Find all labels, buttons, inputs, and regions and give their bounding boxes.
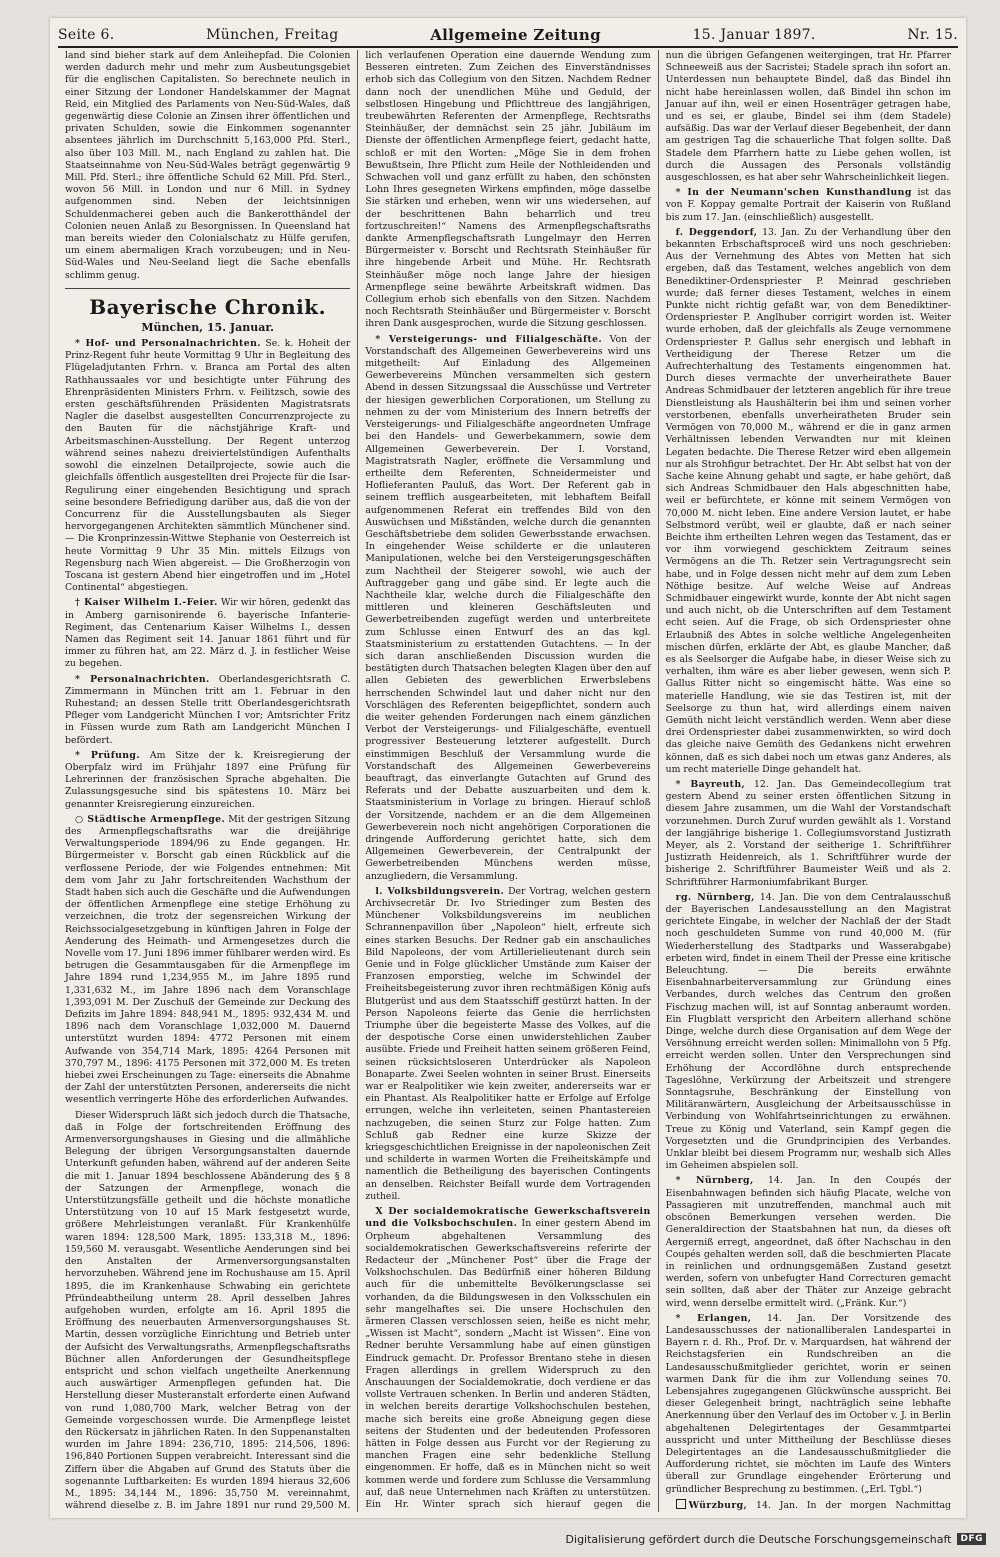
- article-deggendorf: [666, 227, 951, 776]
- column-3: [658, 50, 958, 1512]
- article-heading: l. Volksbildungsverein.: [375, 885, 505, 897]
- article-body: 14. Jan. Die von dem Centralausschuß der Bayerischen Landesausstellung an den Magistrat gerichtete Eingabe, in welcher der Nachlaß der der Stadt noch geschuldeten Summe von rund 40,000 M. (für Wiederherstellung des Stadtparks und Wasserabgabe) erbeten wird, findet in einem Theil der Presse eine kritische Beleuchtung. — Die bereits erwähnte Eisenbahnarbeiterversammlung zur Gründung eines Verbandes, durch welches das Centrum den großen Fischzug machen will, ist auf Sonntag anberaumt worden. Ein Flugblatt verspricht den Arbeitern allerhand schöne Dinge, welche durch diese Organisation auf dem Wege der Versöhnung erreicht werden sollen: Minimallohn von 5 Pfg. erreicht werden sollen. Unter den Versprechungen sind Erhöhung der Accordlöhne durch entsprechende Tageslöhne, Verkürzung der Arbeitszeit und strengere Sonntagsruhe, Beschränkung der Einstellung von Militäranwärtern, Ausgleichung der Arbeitsausschüsse in Verbindung von Wohlfahrtseinrichtungen zu erwähnen. Treue zu König und Vaterland, sein Kampf gegen die Vorgesetzten und die Grundprincipien des Verbandes. Unklar bleibt bei diesem Programm nur, weshalb sich Alles im Geheimen abspielen soll.: [665, 891, 951, 1172]
- article-wuerzburg: [666, 1499, 951, 1512]
- article-body: 13. Jan. Zu der Verhandlung über den bekannten Erbschaftsproceß wird uns noch geschrieben: Aus der Vernehmung des Abtes von Metten hat sich ergeben, daß das Testament, welches angeblich von dem Benediktiner-Ordenspriester P. Meinrad geschrieben wurde; daß ferner dieses Testament, welches in einem Punkte nicht richtig gefaßt war, von dem Benediktiner-Ordenspriester P. Anglhuber corrigirt worden ist. Weiter wurde erhoben, daß der gleichfalls als Zeuge vernommene Ordenspriester P. Gallus sehr energisch und lebhaft in Vertheidigung der Therese Retzer um die Aufrechterhaltung des Testaments eingenommen hat. Durch dieses vermachte der unverheirathete Bauer Andreas Schmidbauer der letzteren angeblich für ihre treue Dienstleistung als Haushälterin bei ihm und seinen vorher verstorbenen, ebenfalls unverheiratheten Bruder sein Vermögen von 70,000 M., während er die in ganz armen Verhältnissen lebenden Verwandten nur mit kleinen Legaten bedachte. Die Therese Retzer wird eben allgemein nur als Strohfigur betrachtet. Der Hr. Abt selbst hat von der Sache keine Ahnung gehabt und sagte, er habe gehört, daß sich Andreas Schmidbauer den Hals abgeschnitten habe, weil er befürchtete, er könne mit seinem Vermögen von 70,000 M. nicht leben. Eine andere Version lautet, er habe Selbstmord verübt, weil er glaubte, daß er nach seiner Beichte ihm ertheilten Lehren wegen das Testament, das er vor ihm vorwiegend geschicktem Zeitraum seines Vermögens an die Th. Retzer sein Vertragungsrecht sein habe, und in Folge dessen nicht mehr auf dem zum Leben Nöthige besitze. Auf welche Weise auf Andreas Schmidbauer eingewirkt wurde, konnte der Abt nicht sagen und auch nicht, ob die Unterschriften auf dem Testament echt seien. Auf die Frage, ob sich Ordenspriester ohne Erlaubniß des Abtes in solche weltliche Angelegenheiten mischen dürfen, erklärte der Abt, es glaube Mancher, daß es als Seelsorger die Aufgabe habe, in dieser Weise sich zu verhalten, ihm wäre es aber lieber gewesen, wenn sich P. Gallus Ritter nicht so eingemischt hätte. Was eine so materielle Handlung, wie sie das Testiren ist, mit der Seelsorge zu thun hat, wird allerdings einem naiven Gemüth nicht leicht verständlich werden. Wenn aber diese drei Ordenspriester dabei zusammenwirkten, so wird doch das gleiche naive Gemüth des Gedankens nicht erwehren können, daß es sich dabei noch um etwas ganz Anderes, als um recht materielle Dinge gehandelt hat.: [665, 226, 951, 775]
- article-heading: * Prüfung.: [75, 749, 140, 761]
- square-marker-icon: [676, 1499, 686, 1509]
- dfg-logo-icon: DFG: [957, 1533, 986, 1545]
- article-heading: Würzburg,: [688, 1499, 748, 1511]
- article-pruefung: [65, 750, 350, 811]
- column-1: [58, 50, 357, 1512]
- city-day: München, Freitag: [206, 27, 339, 43]
- article-body: 14. Jan. In der morgen Nachmittag: [756, 1499, 951, 1511]
- article-personal: [65, 674, 350, 747]
- article-versteigerung: [365, 334, 650, 883]
- article-heading: * Personalnachrichten.: [75, 673, 210, 685]
- article-mord-cont: nun die übrigen Gefangenen weitergingen, trat Hr. Pfarrer Schneeweiß aus der Sacristei; Stadele sprach ihn sofort an. Unterdessen nun behauptete Bindel, daß das Bindel ihn nicht habe hereinlassen wollen, daß Bindel ihn schon im Januar auf ihn, weil er einen Hosenträger getragen habe, und es sei, er glaube, Bindel sei ihm (dem Stadele) aufsäßig. Das war der Verlauf dieser Begebenheit, der dann am gestrigen Tag die schauerliche That folgen sollte. Daß Stadele dem Pfarrhern hatte zu Liebe gehen wollen, ist durch die Aussagen des Personals vollständig ausgeschlossen, es hat aber sehr Wahrscheinlichkeit liegen.: [665, 50, 951, 184]
- article-body: ist das von F. Koppay gemalte Portrait der Kaiserin von Rußland bis zum 17. Jan. (einschließlich) ausgestellt.: [665, 187, 951, 223]
- article-body: Von der Vorstandschaft des Allgemeinen Gewerbevereins wird uns mitgetheilt: Auf Einladung des Allgemeinen Gewerbevereins München versammelten sich gestern Abend in dessen Sitzungssaal die Ausschüsse und Vertreter der hiesigen gewerblichen Corporationen, um Stellung zu nehmen zu der vom Ministerium des Innern betreffs der Versteigerungs- und Filialgeschäfte angeordneten Umfrage bei den Handels- und Gewerbekammern, sowie dem Allgemeinen Gewerbeverein. Der I. Vorstand, Magistratsrath Nagler, eröffnete die Versammlung und ertheilte dem Referenten, Schneidermeister und Hoflieferanten Pauluß, das Wort. Der Referent gab in seinem trefflich ausgearbeiteten, mit lebhaftem Beifall aufgenommenen Referat ein treffendes Bild von den Auswüchsen und Mißständen, welche durch die genannten Geschäftsbetriebe dem soliden Gewerbsstande erwachsen. In eingehender Weise schilderte er die unlauteren Manipulationen, welche bei den Versteigerungsgeschäften zum Nachtheil der Steigerer sowohl, wie auch der Auftraggeber gang und gäbe sind. Er legte auch die Nachtheile klar, welche durch die Filialgeschäfte den mittleren und kleineren Geschäftsleuten und Gewerbetreibenden zugefügt werden und unterbreitete zum Schlusse einen Entwurf des an das kgl. Staatsministerium zu erstattenden Gutachtens. — In der sich daran anschließenden Discussion wurden die bestätigten durch Thatsachen belegten Klagen über den auf allen Gebieten des gewerblichen Erwerbslebens herrschenden Schwindel laut und daher nicht nur den Vorschlägen des Referenten beigepflichtet, sondern auch die weiter gehenden Forderungen nach einem gänzlichen Verbot der Versteigerungs- und Filialgeschäfte, eventuell progressiver Besteuerung letzterer aufgestellt. Durch einstimmigen Beschluß der Versammlung wurde die Vorstandschaft des Allgemeinen Gewerbevereins beauftragt, das einverlangte Gutachten auf Grund des Referats und der Debatte auszuarbeiten und dem k. Staatsministerium in Vorlage zu bringen. Hierauf schloß der Vorsitzende, nachdem er an die dem Allgemeinen Gewerbeverein noch nicht angehörigen Corporationen die dringende Aufforderung gerichtet hatte, sich dem Allgemeinen Gewerbeverein, der Centralpunkt der Gewerbetreibenden Münchens werden müsse, anzugliedern, die Versammlung.: [365, 333, 651, 882]
- article-heading: X Der socialdemokratische Gewerkschaftsverein und die Volksbochschulen.: [365, 1206, 651, 1230]
- article-body: Am Sitze der k. Kreisregierung der Oberpfalz wird im Frühjahr 1897 eine Prüfung für Lehrerinnen der französischen Sprache abgehalten. Die Zulassungsgesuche sind bis spätestens 10. März bei genannter Kreisregierung einzureichen.: [65, 749, 351, 810]
- article-heading: † Kaiser Wilhelm I.-Feier.: [75, 597, 218, 609]
- dateline: München, 15. Januar.: [141, 320, 274, 334]
- column-2: [357, 50, 657, 1512]
- article-heading: * In der Neumann'schen Kunsthandlung: [675, 187, 912, 199]
- article-kunsthandlung: [666, 187, 951, 224]
- article-body: Der Vortrag, welchen gestern Archivsecretär Dr. Ivo Striedinger zum Besten des Münchener Volksbildungsvereins im neublichen Schrannenpavillon über „Napoleon“ hielt, erfreute sich eines starken Besuchs. Der Redner gab ein anschauliches Bild Napoleons, der vom Artillerielieutenant durch sein Genie und in Folge glücklicher Umstände zum Kaiser der Franzosen emporstieg, welche im Schwindel der Freiheitsbegeisterung zuvor ihren rechtmäßigen König aufs Blutgerüst und aus dem Staatsschiff gestürzt hatten. In der Person Napoleons feierte das Genie die herrlichsten Triumphe über die begeisterte Masse des Volkes, auf die der despotische Corse einen unwiderstehlichen Zauber ausübte. Friede und Freiheit hatten seinem größeren Feind, seinen rücksichtsloseren Unterdrücker als Napoleon Bonaparte. Zwei Seelen wohnten in seiner Brust. Einerseits war er Realpolitiker wie kein zweiter, andererseits war er ein Phantast. Als Realpolitiker hatte er Erfolge auf Erfolge errungen, welche ihn verleiteten, seinen Phantastereien nachzugeben, die seinen Sturz zur Folge hatten. Zum Schluß gab Redner eine kurze Skizze der kriegsgeschichtlichen Ereignisse in der napoleonischen Zeit und schilderte in warmen Worten die Freiheitskämpfe und namentlich die Betheiligung des bayerischen Contingents an denselben. Reichster Beifall wurde dem Vortragenden zutheil.: [365, 885, 651, 1202]
- article-body: In einer gestern Abend im Orpheum abgehaltenen Versammlung des socialdemokratischen Gewerkschaftsvereins referirte der Redacteur der „Münchener Post“ über die Frage der Volkshochschulen. Das Bedürfniß einer höheren Bildung auch für die unbemittelte Bevölkerungsclasse sei vorhanden, da die Bildungswesen in den Volksschulen ein sehr mangelhaftes sei. Die unsere Hochschulen den ärmeren Classen verschlossen seien, heiße es nicht mehr, „Wissen ist Macht“, sondern „Macht ist Wissen“. Eine von Redner beruhte Versammlung habe auf einen günstigen Eindruck gemacht. Dr. Professor Brentano stehe in diesen Fragen allerdings in grellem Widerspruch zu den Anschauungen der Socialdemokratie, doch verdiene er das vollste Vertrauen schenken. In Berlin und anderen Städten, in welchen bereits derartige Volkshochschulen bestehen, mache sich bereits eine große Abneigung gegen diese seitens der Studenten und der bedeutenden Professoren hätten in Folge dessen aus Furcht vor der Regierung zu manchen Fragen eine sehr bedenkliche Stellung eingenommen. Er hoffe, daß es in München nicht so weit kommen werde und fordere zum Schlusse die Versammlung auf, daß neue Unternehmen nach Kräften zu unterstützen. Ein Hr. Winter sprach sich hierauf gegen die: [365, 1218, 651, 1510]
- colonies-article: land sind bieher stark auf dem Anleihepfad. Die Colonien werden dadurch mehr und mehr zum Ausbeutungsgebiet für die englischen Capitalisten. So berechnete neulich in einer Sitzung der Londoner Handelskammer der Magnat Reid, ein Mitglied des Parlaments von Neu-Süd-Wales, daß gegenwärtig diese Colonie an Zinsen ihrer öffentlichen und privaten Schulden, sowie die Einkommen sogenannter absentees jährlich im Durchschnitt 5,163,000 Pfd. Sterl., also über 103 Mill. M., nach England zu zahlen hat. Die Staatseinnahme von Neu-Süd-Wales beträgt gegenwärtig 9 Mill. Pfd. Sterl.; ihre öffentliche Schuld 62 Mill. Pfd. Sterl., wovon 56 Mill. in London und nur 6 Mill. in Sydney aufgenommen sind. Neben der leichtsinnigen Schuldenmacherei geben auch die Bankerotthändel der Colonien neuen Anlaß zu Besorgnissen. In Queensland hat man bereits wieder den Colonialschatz zu Hülfe gerufen, um einem abermaligen Krach vorzubeugen; und in Neu-Süd-Wales und Neu-Seeland liegt die Sache ebenfalls schlimm genug.: [65, 50, 351, 281]
- article-volksbildung: [365, 886, 650, 1203]
- article-body: Wir wir hören, gedenkt das in Amberg garnisonirende 6. bayerische Infanterie-Regiment, das Centenarium Kaiser Wilhelms I., dessen Namen das Regiment seit 14. Januar 1861 führt und für immer zu führen hat, am 22. März d. J. in festlicher Weise zu begehen.: [65, 597, 351, 670]
- article-heading: ○ Städtische Armenpflege.: [75, 813, 226, 825]
- article-heading: * Nürnberg,: [675, 1175, 754, 1187]
- article-body: Se. k. Hoheit der Prinz-Regent fuhr heute Vormittag 9 Uhr in Begleitung des Flügeladjutanten Frhrn. v. Branca am Portal des alten Rathhaussaales vor und besichtigte unter Führung des Ehrenpräsidenten Ministers Frhrn. v. Feilitzsch, sowie des ersten geschäftsführenden Präsidenten Magistratsrats Nagler die daselbst ausgestellten Concurrenzprojecte zu den Bauten für die nächstjährige Kraft- und Arbeitsmaschinen-Ausstellung. Der Regent unterzog während seines nahezu dreiviertelstündigen Aufenthalts sowohl die einzelnen Detailprojecte, sowie auch die gleichfalls öffentlich ausgestellten drei Projecte für die Isar-Regulirung einer eingehenden Besichtigung und sprach seine besondere Befriedigung darüber aus, daß die von der Concurrenz für die Ausstellungsbauten als Sieger hervorgegangenen Architekten sämmtlich Münchener sind. — Die Kronprinzessin-Wittwe Stephanie von Oesterreich ist heute Vormittag 9 Uhr 35 Min. mittels Eilzugs von Regensburg nach Wien abgereist. — Die Großherzogin von Toscana ist gestern Abend hier eingetroffen und im „Hotel Continental“ abgestiegen.: [65, 338, 351, 594]
- article-armenpflege-cont: lich verlaufenen Operation eine dauernde Wendung zum Besseren eintreten. Zum Zeichen des Einverständnisses erhob sich das Collegium von den Sitzen. Nachdem Redner dann noch der unendlichen Mühe und Geduld, der selbstlosen Hingebung und Pflichttreue des langjährigen, treubewährten Referenten der Armenpflege, Rechtsraths Steinhäußer, der demnächst sein 25 jähr. Jubiläum im Dienste der öffentlichen Armenpflege feiert, gedacht hatte, schloß er mit den Worten: „Möge Sie in dem frohen Bewußtsein, Ihre Pflicht zum Heile der Nothleidenden und Schwachen voll und ganz erfüllt zu haben, den schönsten Lohn Ihres gesegneten Wirkens empfinden, möge dasselbe Sie stärken und erheben, wenn wir uns wiedersehen, auf der beschrittenen Bahn beharrlich und treu fortzuschreiten!“ Namens des Armenpflegschaftsraths dankte Armenpflegschaftsrath Lungelmayr den Herren Bürgermeister v. Borscht und Rechtsrath Steinhäußer für ihre hingebende Arbeit und Mühe. Hr. Rechtsrath Steinhäußer möge noch lange Jahre der hiesigen Armenpflege seine bewährte Arbeitskraft widmen. Das Collegium erhob sich ebenfalls von den Sitzen. Nachdem noch Rechtsrath Steinhäußer und Bürgermeister v. Borscht ihren Dank ausgesprochen, wurde die Sitzung geschlossen.: [365, 50, 651, 330]
- article-heading: rg. Nürnberg,: [675, 891, 755, 903]
- article-body: 12. Jan. Das Gemeindecollegium trat gestern Abend zu seiner ersten öffentlichen Sitzung in diesem Jahre zusammen, um die Wahl der Vorstandschaft vorzunehmen. Durch Zuruf wurden gewählt als 1. Vorstand der langjährige bisherige 1. Collegiumsvorstand Justizrath Meyer, als 2. Vorstand der seitherige 1. Schriftführer Justizrath Heidenreich, als 1. Schriftführer wurde der bisherige 2. Schriftführer Baumeister Weiß und als 2. Schriftführer Harmoniumfabrikant Burger.: [665, 778, 951, 888]
- article-kaiser: [65, 597, 350, 670]
- issue-date: 15. Januar 1897.: [692, 27, 816, 43]
- article-armenpflege: [65, 814, 350, 1107]
- newspaper-title: Allgemeine Zeitung: [430, 26, 601, 44]
- issue-number: Nr. 15.: [907, 27, 958, 43]
- page-header: [58, 24, 958, 48]
- article-sozial: [365, 1206, 650, 1512]
- article-heading: f. Deggendorf,: [675, 226, 758, 238]
- digitization-footer: [0, 1528, 1000, 1550]
- article-columns: [58, 50, 958, 1512]
- article-body: 14. Jan. Der Vorsitzende des Landesausschusses der nationalliberalen Landespartei in Bayern r. d. Rh., Prof. Dr. v. Marquardsen, hat während der Reichstagsferien ein Rundschreiben an die Landesausschußmitglieder gerichtet, worin er seinen warmen Dank für die ihm zur Vollendung seines 70. Lebensjahres zugegangenen Glückwünsche ausspricht. Bei dieser Gelegenheit bringt, nachträglich seine lebhafte Anerkennung über den Verlauf des im October v. J. in Berlin abgehaltenen Delegirtentages der Gesammtpartei ausspricht und unter Mittheilung der Beschlüsse dieses Delegirtentages an die Landesausschußmitglieder die Aufforderung richtet, sie möchten im Laufe des Winters überall zur Grundlage eingehender Erörterung und gründlicher Besprechung zu bestimmen. („Erl. Tgbl.“): [665, 1312, 951, 1495]
- article-heading: * Hof- und Personalnachrichten.: [75, 338, 261, 350]
- article-heading: * Versteigerungs- und Filialgeschäfte.: [375, 333, 603, 345]
- article-body: Oberlandesgerichtsrath C. Zimmermann in München tritt am 1. Februar in den Ruhestand; an dessen Stelle tritt Oberlandesgerichtsrath Pfleger vom Landgericht München I vor; Amtsrichter Fritz in Füssen wurde zum Rath am Landgericht München I befördert.: [65, 673, 351, 746]
- footer-credit: Digitalisierung gefördert durch die Deutsche Forschungsgemeinschaft: [565, 1532, 952, 1546]
- page-number: Seite 6.: [58, 27, 115, 43]
- article-bayreuth: [666, 779, 951, 889]
- article-armenpflege-2: Dieser Widerspruch läßt sich jedoch durch die Thatsache, daß in Folge der fortschreitenden Eröffnung des Armenversorgungshauses in Giesing und die allmähliche Belegung der übrigen Versorgungsanstalten dauernde Unterkunft gefunden haben, während auf der anderen Seite die mit 1. Januar 1894 beschlossene Abänderung des § 8 der Satzungen der Armenpflege, wonach die Unterstützungsfälle getheilt und die höchste monatliche Unterstützung von 10 auf 15 Mark festgesetzt wurde, größere Mehrleistungen veranlaßt. Für Krankenhülfe waren 1894: 128,500 Mark, 1895: 133,318 M., 1896: 159,560 M. verausgabt. Wesentliche Aenderungen sind bei den Anstalten der Armenversorgungsanstalten hervorzuheben. Während jene im Rochushause am 15. April 1895, die im Krankenhause Schwabing ein gerichtete Pfründeabtheilung unterm 28. April desselben Jahres aufgehoben wurden, erfolgte am 16. April 1895 die Eröffnung des neuerbauten Armenversorgungshauses St. Martin, dessen vorzügliche Einrichtung und Betrieb unter der Aufsicht des Verwaltungsraths, Armenpflegschaftsraths Büchner allen Anforderungen der Gesundheitspflege entspricht und schon vielfach ungetheilte Anerkennung auch auswärtiger Armenpflegen gefunden hat. Die Herstellung dieser Musteranstalt erforderte einen Aufwand von rund 1,080,700 Mark, welcher Betrag von der Gemeinde vorgeschossen wurde. Die Armenpflege leistet den Rückersatz in jährlichen Raten. In den Suppenanstalten wurden im Jahre 1894: 236,710, 1895: 214,506, 1896: 196,840 Portionen Suppen verabreicht. Interessant sind die Ziffern über die Abgaben auf Grund des Statuts über die sogenannte Luftbarkeiten: Es wurden 1894 hieraus 32,606 M., 1895: 34,144 M., 1896: 35,750 M. vereinnahmt, während dieselbe z. B. im Jahre 1891 nur rund 29,500 M.: [65, 1109, 351, 1512]
- article-heading: * Erlangen,: [675, 1312, 752, 1324]
- section-title: Bayerische Chronik.: [65, 288, 350, 320]
- article-body: Mit der gestrigen Sitzung des Armenpflegschaftsraths war die dreijährige Verwaltungsperiode 1894/96 zu Ende gegangen. Hr. Bürgermeister v. Borscht gab einen Rückblick auf die verflossene Periode, der wie Folgendes entnehmen: Mit dem vom Jahr zu Jahr fortschreitenden Wachsthum der Stadt haben sich auch die Geschäfte und die Aufwendungen der öffentlichen Armenpflege eine stetige Erhöhung zu verzeichnen, die trotz der segensreichen Wirkung der Reichssocialgesetzgebung in künftigen Jahren in Folge der Aenderung des Heimath- und Armengesetzes durch die Novelle vom 17. Juni 1896 immer fühlbarer werden wird. Es betrugen die Gesammtausgaben für die Armenpflege im Jahre 1894 rund 1,234,955 M., im Jahre 1895 rund 1,331,632 M., im Jahre 1896 nach dem Voranschlage 1,393,091 M. Der Zuschuß der Gemeinde zur Deckung des Defizits im Jahre 1894: 848,941 M., 1895: 932,434 M. und 1896 nach dem Voranschlage 1,032,000 M. Dauernd unterstützt wurden 1894: 4772 Personen mit einem Aufwande von 354,714 Mark, 1895: 4264 Personen mit 370,797 M., 1896: 4175 Personen mit 372,000 M. Es treten hiebei zwei Erscheinungen zu Tage: einerseits die Abnahme der Zahl der unterstützten Personen, andererseits die nicht wesentlich verringerte Höhe des erforderlichen Aufwandes.: [65, 813, 351, 1106]
- article-nuernberg-1: [666, 892, 951, 1173]
- article-heading: * Bayreuth,: [675, 778, 746, 790]
- article-erlangen: [666, 1313, 951, 1496]
- newspaper-page: [50, 18, 966, 1518]
- article-nuernberg-2: [666, 1175, 951, 1309]
- article-hof: [65, 338, 350, 594]
- article-body: 14. Jan. In den Coupés der Eisenbahnwagen befinden sich häufig Placate, welche von Passagieren mit unzutreffenden, manchmal auch mit obscönen Bemerkungen versehen werden. Die Generaldirection der Staatsbahnen hat nun, da dieses oft Aergerniß erregt, angeordnet, daß öfter Nachschau in den Coupés gehalten werden soll, daß die beschmierten Placate in reinlichen und ordnungsgemäßen Zustand gesetzt werden, sofern von unbefugter Hand Correcturen gemacht sein sollten, daß aber der Thäter zur Anzeige gebracht wird, wenn derselbe ermittelt wird. („Fränk. Kur.“): [665, 1175, 951, 1309]
